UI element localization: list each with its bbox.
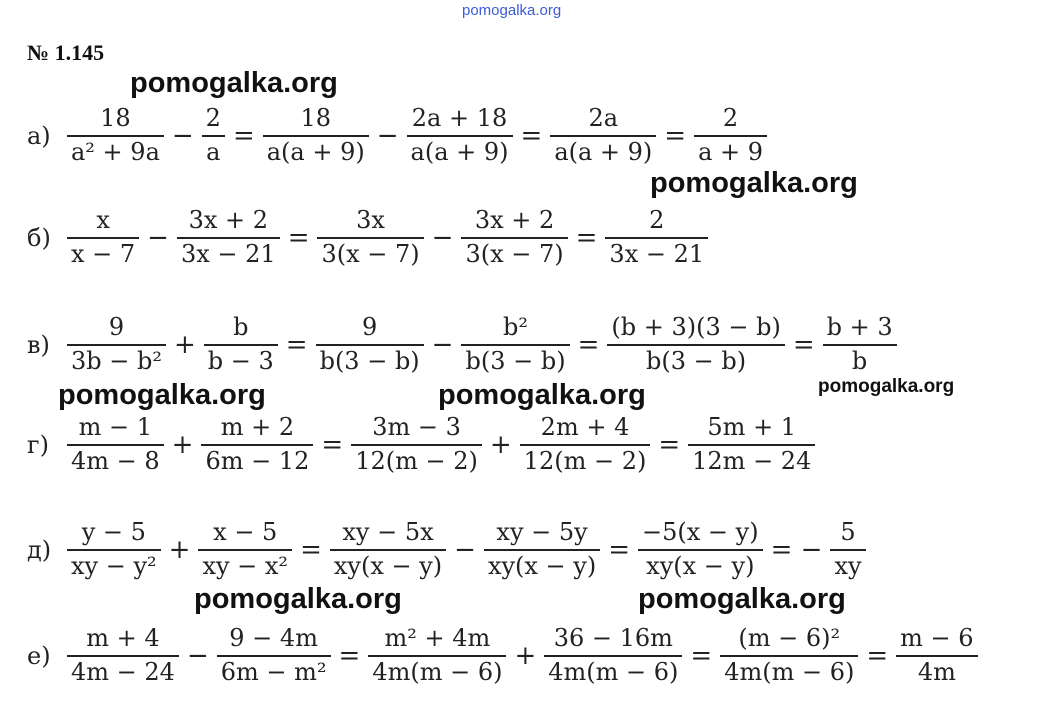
denominator: 6m − 12 [205,447,310,475]
fraction-bar [198,549,292,551]
fraction-bar [67,655,179,657]
operator: + [489,430,512,460]
problem-label: д) [27,536,52,564]
operator: = [300,535,322,565]
operator: − [171,121,194,151]
denominator: a + 9 [698,138,764,166]
operator: − [186,641,209,671]
denominator: 4m(m − 6) [548,658,679,686]
operator: = [664,121,687,151]
numerator: 9 − 4m [229,624,318,653]
operator: − [454,535,476,565]
problem-label: б) [27,224,51,252]
denominator: b(3 − b) [646,347,747,375]
equation-row [27,405,819,485]
numerator: 3x [356,206,385,235]
numerator: b [233,313,249,342]
operator: = [577,330,600,360]
fraction [550,105,656,166]
fraction-bar [177,237,280,239]
problem-title: № 1.145 [27,40,105,65]
fraction-bar [461,237,567,239]
fraction [638,519,763,580]
numerator: 36 − 16m [553,624,673,653]
operator: = [232,121,255,151]
fraction [823,314,897,375]
denominator: xy(x − y) [487,552,597,580]
watermark: pomogalka.org [130,67,338,99]
fraction-bar [67,237,139,239]
fraction-bar [605,237,708,239]
numerator: m + 2 [220,413,295,442]
fraction [720,625,858,686]
fraction [407,105,513,166]
numerator: m + 4 [86,624,160,653]
operator: = [658,430,681,460]
operator: = [321,430,344,460]
denominator: 12(m − 2) [523,447,647,475]
fraction-bar [317,237,423,239]
fraction [330,519,446,580]
fraction [67,414,164,475]
fraction-bar [67,549,161,551]
fraction [201,414,313,475]
operator: = [520,121,543,151]
watermark: pomogalka.org [58,379,266,411]
operator: = [575,223,598,253]
operator: = [338,641,361,671]
denominator: x − 7 [71,240,136,268]
numerator: 2a [588,104,619,133]
watermark: pomogalka.org [638,583,846,615]
problem-label: в) [27,331,50,359]
numerator: 5 [840,518,856,547]
numerator: 2 [205,104,221,133]
denominator: a(a + 9) [410,138,509,166]
fraction [316,314,424,375]
equation-row [27,510,870,590]
fraction [607,314,784,375]
fraction [177,207,280,268]
denominator: a [206,138,221,166]
fraction [896,625,977,686]
operator: − [431,223,454,253]
fraction-bar [544,655,682,657]
equation-row [27,198,712,278]
denominator: xy(x − y) [646,552,755,580]
fraction [217,625,331,686]
numerator: b² [503,313,528,342]
numerator: 9 [108,313,125,342]
numerator: x [96,206,110,235]
fraction-bar [638,549,763,551]
fraction [67,207,139,268]
fraction [202,105,225,166]
numerator: 5m + 1 [707,413,797,442]
fraction [368,625,506,686]
fraction-bar [67,135,164,137]
numerator: m² + 4m [384,624,491,653]
fraction-bar [204,344,278,346]
fraction-bar [520,444,651,446]
fraction [830,519,865,580]
denominator: 3x − 21 [609,240,705,268]
numerator: m − 6 [900,624,974,653]
denominator: a(a + 9) [266,138,365,166]
problem-label: г) [27,431,49,459]
numerator: x − 5 [213,518,278,547]
fraction [461,314,569,375]
numerator: b + 3 [826,313,893,342]
operator: − [376,121,399,151]
denominator: xy [834,552,862,580]
operator: = [285,330,308,360]
fraction [67,625,179,686]
fraction-bar [461,344,569,346]
fraction [198,519,292,580]
operator: = [690,641,713,671]
fraction-bar [202,135,225,137]
fraction [67,519,161,580]
fraction-bar [407,135,513,137]
fraction-bar [67,444,164,446]
denominator: b − 3 [207,347,274,375]
watermark: pomogalka.org [438,379,646,411]
numerator: 2 [649,206,665,235]
top-watermark: pomogalka.org [462,2,562,19]
numerator: 2a + 18 [411,104,508,133]
numerator: 2m + 4 [540,413,630,442]
fraction-bar [896,655,977,657]
fraction [67,314,166,375]
numerator: xy − 5y [496,518,588,547]
operator: = − [770,535,823,565]
denominator: 4m − 8 [71,447,160,475]
numerator: −5(x − y) [642,518,759,547]
denominator: 3(x − 7) [465,240,564,268]
fraction-bar [694,135,767,137]
fraction [67,105,164,166]
fraction-bar [201,444,313,446]
fraction [351,414,482,475]
equation-row [27,616,982,696]
operator: − [147,223,169,253]
denominator: 6m − m² [220,658,327,686]
fraction-bar [368,655,506,657]
fraction [544,625,682,686]
fraction [688,414,815,475]
fraction-bar [330,549,446,551]
fraction-bar [830,549,865,551]
problem-label: е) [27,642,51,670]
numerator: 2 [722,104,739,133]
denominator: 3x − 21 [180,240,276,268]
operator: = [866,641,889,671]
fraction-bar [823,344,897,346]
denominator: 4m [917,658,956,686]
operator: + [168,535,191,565]
fraction-bar [550,135,656,137]
watermark: pomogalka.org [194,583,402,615]
denominator: xy − y² [71,552,157,580]
fraction-bar [484,549,600,551]
denominator: a(a + 9) [554,138,653,166]
denominator: 12(m − 2) [355,447,478,475]
equation-row [27,96,771,176]
fraction [461,207,567,268]
problem-label: а) [27,122,51,150]
fraction [694,105,767,166]
fraction-bar [351,444,482,446]
operator: + [173,330,196,360]
denominator: b(3 − b) [465,347,566,375]
numerator: xy − 5x [342,518,434,547]
fraction [263,105,369,166]
denominator: 12m − 24 [692,447,812,475]
fraction [484,519,600,580]
denominator: xy(x − y) [333,552,443,580]
fraction-bar [720,655,858,657]
fraction [204,314,278,375]
numerator: y − 5 [81,518,146,547]
operator: = [792,330,815,360]
fraction-bar [263,135,369,137]
numerator: 3x + 2 [474,206,555,235]
fraction [317,207,423,268]
fraction-bar [607,344,784,346]
operator: − [431,330,454,360]
denominator: a² + 9a [71,138,160,166]
denominator: 4m(m − 6) [372,658,503,686]
denominator: xy − x² [202,552,289,580]
fraction [520,414,651,475]
numerator: 9 [361,313,378,342]
equation-row [27,305,901,385]
operator: = [287,223,310,253]
numerator: 18 [100,104,131,133]
denominator: 4m(m − 6) [724,658,855,686]
fraction-bar [688,444,815,446]
denominator: 4m − 24 [71,658,175,686]
operator: = [608,535,631,565]
fraction-bar [316,344,424,346]
numerator: (m − 6)² [738,624,841,653]
fraction [605,207,708,268]
denominator: 3(x − 7) [321,240,420,268]
denominator: 3b − b² [71,347,162,375]
fraction-bar [67,344,166,346]
numerator: m − 1 [78,413,153,442]
watermark: pomogalka.org [818,376,955,397]
operator: + [514,641,537,671]
watermark: pomogalka.org [650,167,858,199]
numerator: 3x + 2 [188,206,269,235]
fraction-bar [217,655,331,657]
numerator: 3m − 3 [372,413,461,442]
numerator: (b + 3)(3 − b) [611,313,781,342]
numerator: 18 [300,104,332,133]
operator: + [171,430,194,460]
denominator: b(3 − b) [319,347,420,375]
denominator: b [851,347,868,375]
